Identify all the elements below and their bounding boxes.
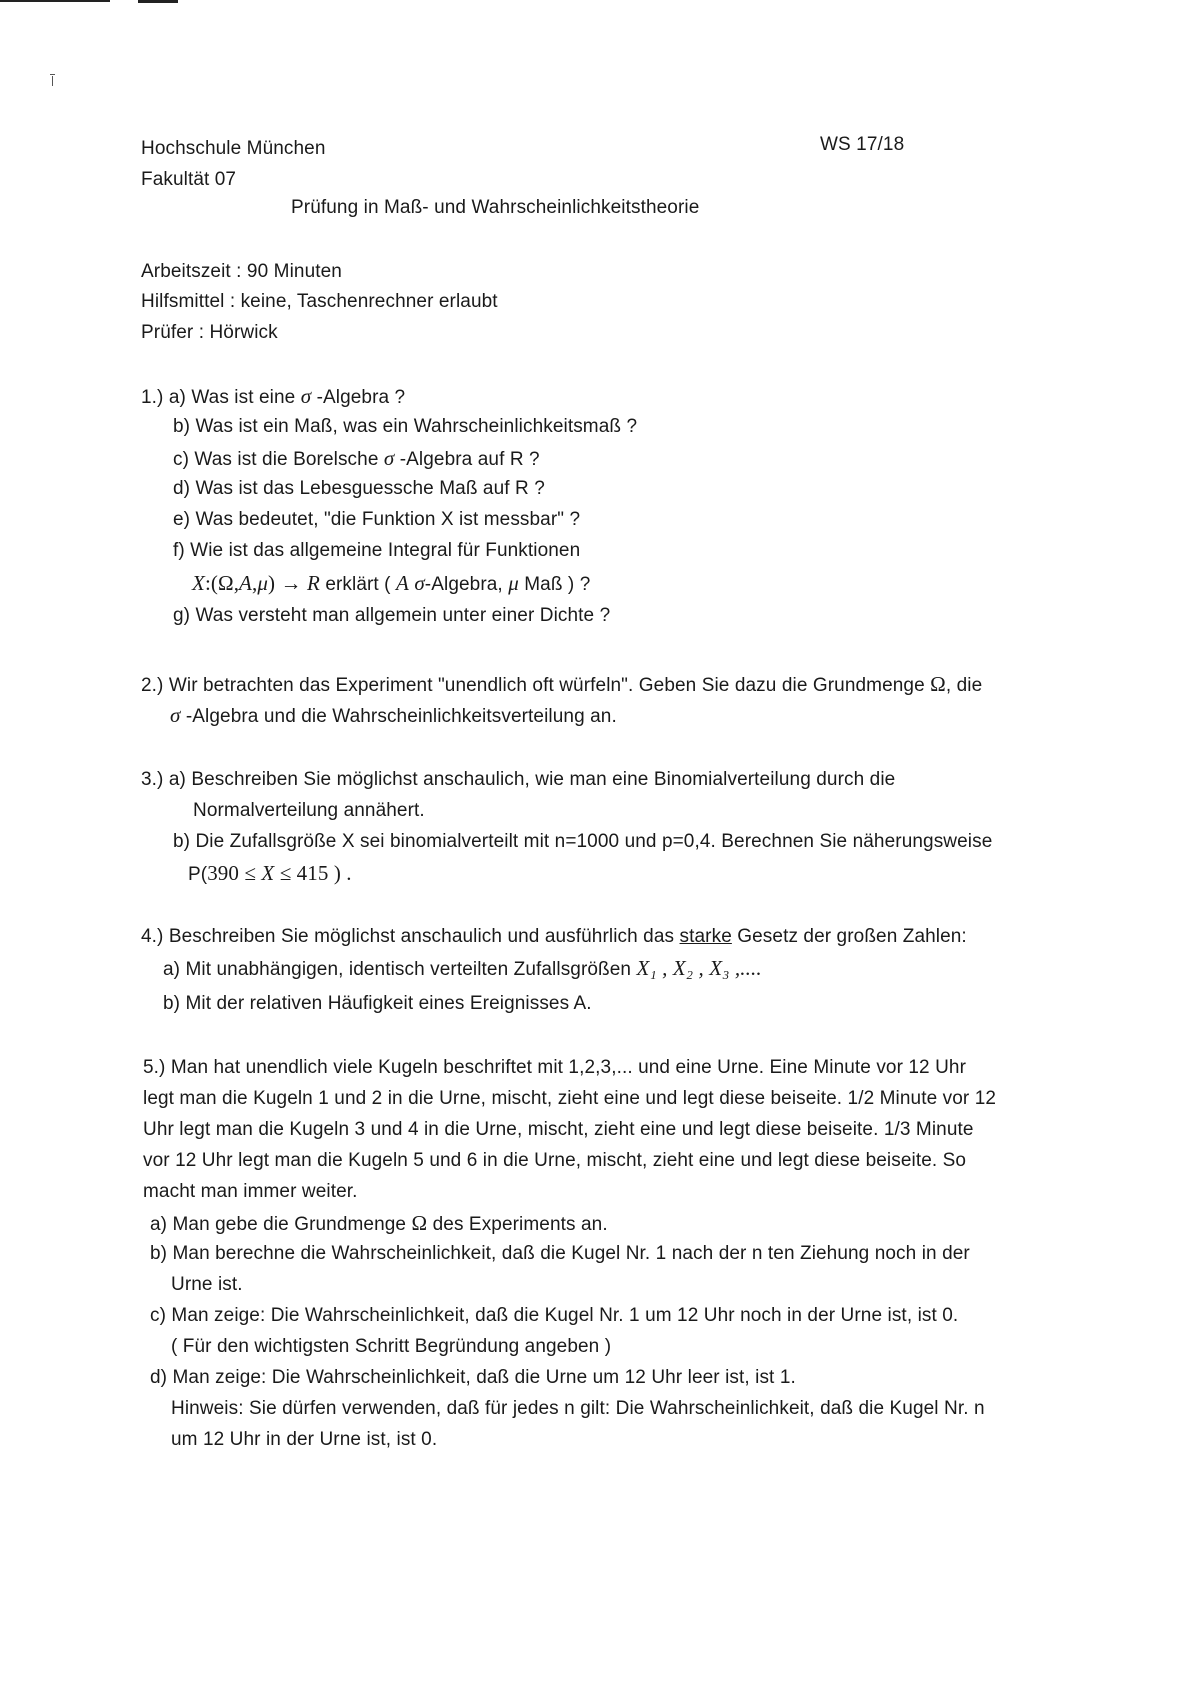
question-1a-suffix: -Algebra ? bbox=[316, 387, 406, 408]
real-symbol-r: R bbox=[306, 571, 320, 595]
sigma-symbol: σ bbox=[383, 446, 395, 470]
question-4a bbox=[163, 956, 762, 982]
question-3a-line-1: 3.) a) Beschreiben Sie möglichst anschaulich, wie man eine Binomialverteilung durch die bbox=[141, 769, 896, 790]
sigma-symbol: σ bbox=[170, 703, 181, 727]
question-1a-text: 1.) a) Was ist eine bbox=[141, 387, 296, 408]
question-1g: g) Was versteht man allgemein unter einer Dichte ? bbox=[173, 605, 611, 626]
question-1f-end: Maß ) ? bbox=[524, 574, 591, 595]
question-2-line-1 bbox=[141, 672, 982, 698]
random-sequence: X₁ , X₂ , X₃ ,.... bbox=[636, 956, 762, 980]
examiner: Prüfer : Hörwick bbox=[141, 322, 278, 343]
question-1e: e) Was bedeutet, "die Funktion X ist messbar" ? bbox=[173, 509, 581, 530]
mu-symbol: μ bbox=[257, 571, 268, 595]
question-5-para-line: macht man immer weiter. bbox=[143, 1181, 358, 1202]
question-1c bbox=[173, 446, 540, 472]
question-5a-text: a) Man gebe die Grundmenge bbox=[150, 1214, 407, 1235]
algebra-symbol-a: A bbox=[396, 571, 409, 595]
random-variable-x: X bbox=[261, 861, 275, 885]
question-5-para-line: vor 12 Uhr legt man die Kugeln 5 und 6 in die Urne, mischt, zieht eine und legt diese beiseite. So bbox=[143, 1150, 967, 1171]
comma-symbol: , bbox=[251, 571, 258, 595]
school-name: Hochschule München bbox=[141, 138, 326, 159]
question-1f-formula bbox=[192, 571, 590, 597]
question-4b: b) Mit der relativen Häufigkeit eines Ereignisses A. bbox=[163, 993, 592, 1014]
question-1f-mid: erklärt ( bbox=[325, 574, 391, 595]
formula-right: ≤ 415 ) . bbox=[279, 861, 352, 885]
comma-symbol: , bbox=[233, 571, 240, 595]
probability-p: P( bbox=[188, 864, 208, 885]
colon-symbol: : bbox=[204, 571, 211, 595]
function-symbol-x: X bbox=[192, 571, 205, 595]
question-5a-suffix: des Experiments an. bbox=[432, 1214, 608, 1235]
question-1b: b) Was ist ein Maß, was ein Wahrscheinlichkeitsmaß ? bbox=[173, 416, 638, 437]
question-5a bbox=[150, 1211, 608, 1237]
exam-title: Prüfung in Maß- und Wahrscheinlichkeitstheorie bbox=[291, 197, 700, 218]
arrow-symbol: → bbox=[280, 571, 302, 595]
question-1c-text: c) Was ist die Borelsche bbox=[173, 449, 379, 470]
question-3b-formula bbox=[188, 861, 352, 887]
question-5c-line-2: ( Für den wichtigsten Schritt Begründung angeben ) bbox=[171, 1336, 612, 1357]
faculty-name: Fakultät 07 bbox=[141, 169, 237, 190]
question-4-intro bbox=[141, 925, 967, 949]
question-1d: d) Was ist das Lebesguessche Maß auf R ? bbox=[173, 478, 545, 499]
question-3b-line-1: b) Die Zufallsgröße X sei binomialverteilt mit n=1000 und p=0,4. Berechnen Sie näherungsweise bbox=[173, 831, 993, 852]
algebra-symbol-a: A bbox=[239, 571, 252, 595]
allowed-aids: Hilfsmittel : keine, Taschenrechner erlaubt bbox=[141, 291, 498, 312]
paren-open: ( bbox=[210, 571, 218, 595]
question-1f: f) Wie ist das allgemeine Integral für Funktionen bbox=[173, 540, 581, 561]
question-5-para-line: legt man die Kugeln 1 und 2 in die Urne, mischt, zieht eine und legt diese beiseite. 1/2 Minute vor 12 bbox=[143, 1088, 997, 1109]
question-4-text: 4.) Beschreiben Sie möglichst anschaulich und ausführlich das bbox=[141, 926, 675, 947]
question-4-suffix: Gesetz der großen Zahlen: bbox=[737, 926, 967, 947]
underlined-word: starke bbox=[679, 926, 732, 947]
question-4a-text: a) Mit unabhängigen, identisch verteilten Zufallsgrößen bbox=[163, 959, 632, 980]
sigma-symbol: σ bbox=[300, 384, 312, 408]
question-1a bbox=[141, 384, 405, 410]
omega-symbol: Ω bbox=[930, 672, 946, 696]
paren-close: ) bbox=[268, 571, 276, 595]
scan-edge-mark bbox=[0, 0, 110, 2]
semester-label: WS 17/18 bbox=[820, 134, 905, 155]
omega-symbol: Ω bbox=[217, 571, 234, 595]
omega-symbol: Ω bbox=[411, 1211, 428, 1235]
question-5d-line-3: um 12 Uhr in der Urne ist, ist 0. bbox=[171, 1429, 438, 1450]
sigma-symbol: σ bbox=[414, 571, 425, 595]
working-time: Arbeitszeit : 90 Minuten bbox=[141, 261, 342, 282]
scan-edge-mark bbox=[138, 0, 178, 3]
question-2-text: 2.) Wir betrachten das Experiment "unendlich oft würfeln". Geben Sie dazu die Grundmenge bbox=[141, 675, 925, 696]
question-1f-algebra: -Algebra, bbox=[424, 574, 503, 595]
question-2-line-2 bbox=[170, 703, 617, 729]
scan-speck bbox=[50, 74, 55, 75]
mu-symbol: μ bbox=[508, 571, 519, 595]
scan-speck bbox=[52, 76, 53, 86]
question-5c-line-1: c) Man zeige: Die Wahrscheinlichkeit, daß die Kugel Nr. 1 um 12 Uhr noch in der Urne ist, ist 0. bbox=[150, 1305, 959, 1326]
question-5d-line-1: d) Man zeige: Die Wahrscheinlichkeit, daß die Urne um 12 Uhr leer ist, ist 1. bbox=[150, 1367, 796, 1388]
question-5b-line-2: Urne ist. bbox=[171, 1274, 243, 1295]
question-2-suffix: , die bbox=[945, 675, 983, 696]
question-5b-line-1: b) Man berechne die Wahrscheinlichkeit, daß die Kugel Nr. 1 nach der n ten Ziehung noch in der bbox=[150, 1243, 970, 1264]
question-3a-line-2: Normalverteilung annähert. bbox=[193, 800, 425, 821]
formula-left: 390 ≤ bbox=[207, 861, 256, 885]
question-5-para-line: 5.) Man hat unendlich viele Kugeln beschriftet mit 1,2,3,... und eine Urne. Eine Minute vor 12 Uhr bbox=[143, 1057, 967, 1078]
question-5-para-line: Uhr legt man die Kugeln 3 und 4 in die Urne, mischt, zieht eine und legt diese beiseite. 1/3 Minute bbox=[143, 1119, 974, 1140]
question-2-line-2-text: -Algebra und die Wahrscheinlichkeitsverteilung an. bbox=[185, 706, 617, 727]
question-1c-suffix: -Algebra auf R ? bbox=[399, 449, 540, 470]
question-5d-line-2: Hinweis: Sie dürfen verwenden, daß für jedes n gilt: Die Wahrscheinlichkeit, daß die Kugel Nr. n bbox=[171, 1398, 985, 1419]
